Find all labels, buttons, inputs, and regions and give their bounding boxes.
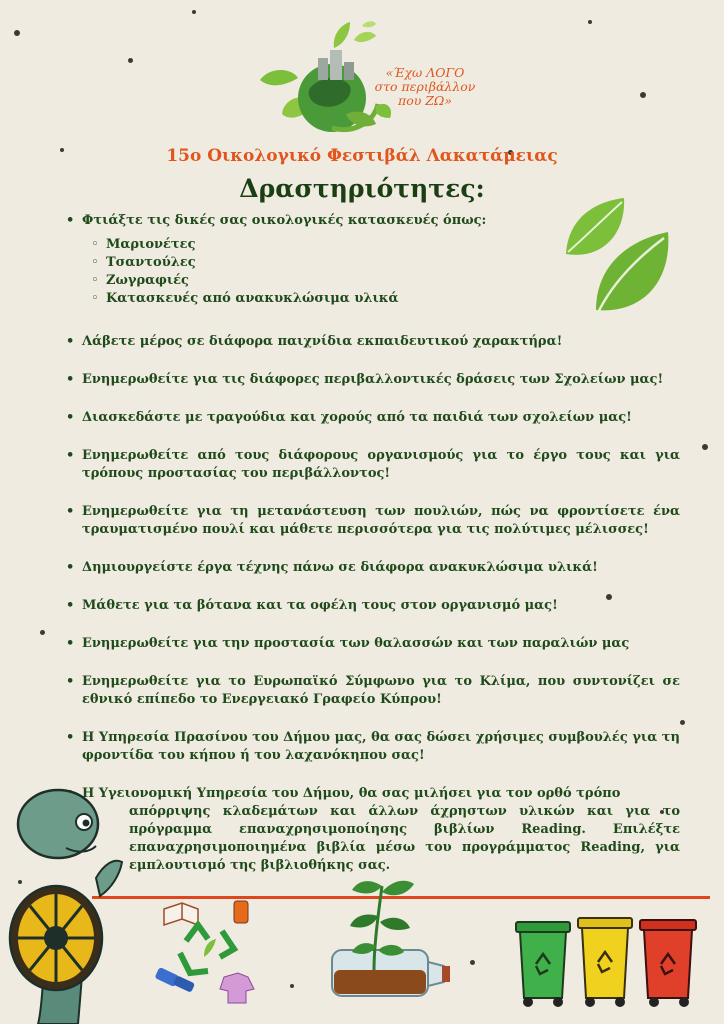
speck [192,10,196,14]
slogan-line: στο περιβάλλον [374,79,476,94]
sub-list-item: ◦ Τσαντούλες [106,254,680,272]
plant-bottle-icon [322,866,454,1002]
list-item: • Μάθετε για τα βότανα και τα οφέλη τους στον οργανισμό μας! [64,597,680,615]
list-item: • Ενημερωθείτε για την προστασία των θαλασσών και των παραλιών μας [64,635,680,653]
festival-title: 15ο Οικολογικό Φεστιβάλ Λακατάμειας [166,146,558,166]
speck [702,444,708,450]
turtle-icon [8,770,133,1024]
speck [640,92,646,98]
sub-list-item: ◦ Ζωγραφιές [106,272,680,290]
sub-list-item: ◦ Μαριονέτες [106,236,680,254]
speck [290,984,294,988]
list-item: • Δημιουργείστε έργα τέχνης πάνω σε διάφορα ανακυκλώσιμα υλικά! [64,559,680,577]
page-heading: Δραστηριότητες: [239,174,485,203]
list-item: • Λάβετε μέρος σε διάφορα παιχνίδια εκπαιδευτικού χαρακτήρα! [64,333,680,351]
list-item: • Διασκεδάστε με τραγούδια και χορούς από τα παιδιά των σχολείων μας! [64,409,680,427]
sub-list [64,236,680,308]
list-item: • Ενημερωθείτε από τους διάφορους οργανισμούς για το έργο τους και για τρόπους προστασίας του περιβάλλοντος! [64,447,680,483]
speck [40,630,45,635]
list-item: • Ενημερωθείτε για τη μετανάστευση των πουλιών, πώς να φροντίσετε ένα τραυματισμένο πουλί και μάθετε περισσότερα για τις πολύτιμες μέλισσες! [64,503,680,539]
speck [14,30,20,36]
slogan-line: που ΖΩ» [397,93,452,108]
activities-list [64,212,680,875]
speck [128,58,133,63]
list-item-text: Φτιάξτε τις δικές σας οικολογικές κατασκευές όπως: [82,213,487,228]
list-item: • Η Υπηρεσία Πρασίνου του Δήμου μας, θα σας δώσει χρήσιμες συμβουλές για τη φροντίδα του κήπου ή του λαχανόκηπου σας! [64,729,680,765]
recycle-icon [150,895,270,1010]
speck [588,20,592,24]
list-item [64,785,680,875]
list-item: • Ενημερωθείτε για τις διάφορες περιβαλλοντικές δράσεις των Σχολείων μας! [64,371,680,389]
list-item-text: απόρριψης κλαδεμάτων και άλλων άχρηστων υλικών και για το πρόγραμμα επαναχρησιμοποίησης βιβλίων Reading. Επιλέξτε επαναχρησιμοποιημένα βιβλία μέσω του προγράμματος Reading, για εμπλουτισμό της βιβλιοθήκης σας. [129,804,680,873]
slogan-line: «Έχω ΛΟΓΟ [385,65,465,80]
speck [470,960,475,965]
slogan [373,66,477,108]
speck [680,720,685,725]
recycling-bins-icon [512,914,702,1010]
list-item: • Ενημερωθείτε για το Ευρωπαϊκό Σύμφωνο για το Κλίμα, που συντονίζει σε εθνικό επίπεδο το Ενεργειακό Γραφείο Κύπρου! [64,673,680,709]
sub-list-item: ◦ Κατασκευές από ανακυκλώσιμα υλικά [106,290,680,308]
list-item [64,212,680,230]
list-item-text: • Η Υγειονομική Υπηρεσία του Δήμου, θα σας μιλήσει για τον ορθό τρόπο [64,785,680,803]
